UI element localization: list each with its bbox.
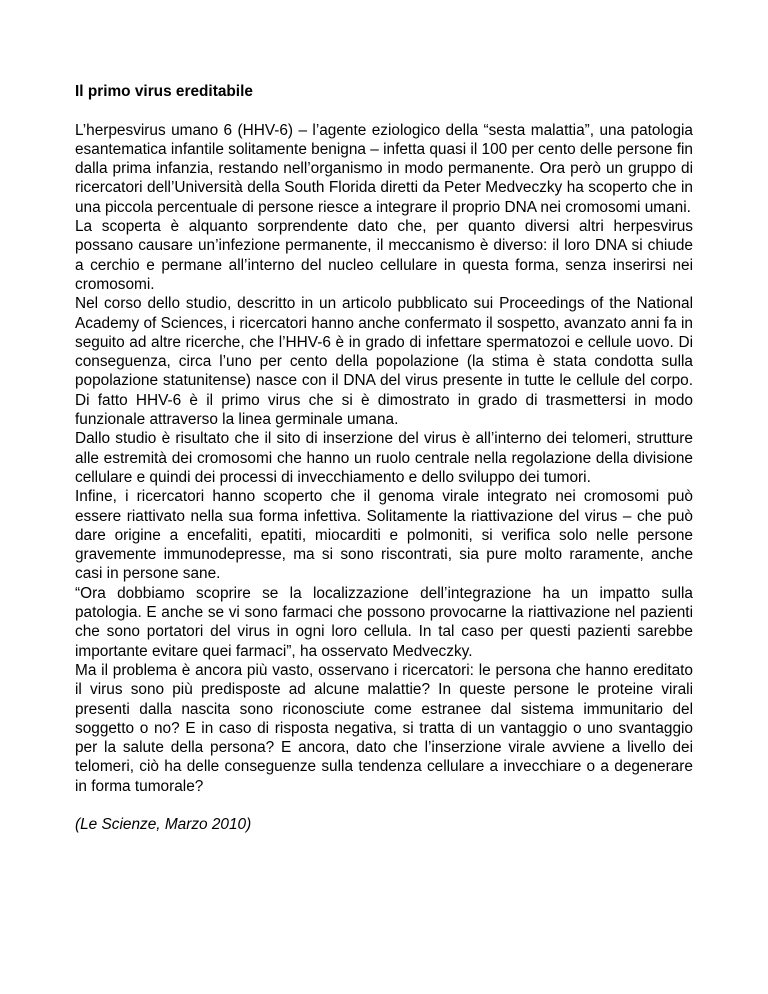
paragraph-1: L’herpesvirus umano 6 (HHV-6) – l’agente eziologico della “sesta malattia”, una patologia esantematica infantile solitamente benigna – infetta quasi il 100 per cento delle persone fin dalla prima infanzia, restando nell’organismo in modo permanente. Ora però un gruppo di ricercatori dell’Università della South Florida diretti da Peter Medveczky ha scoperto che in una piccola percentuale di persone riesce a integrare il proprio DNA nei cromosomi umani. (75, 121, 693, 216)
source-citation: (Le Scienze, Marzo 2010) (75, 816, 252, 834)
document-title: Il primo virus ereditabile (75, 83, 253, 100)
paragraph-7: Ma il problema è ancora più vasto, osservano i ricercatori: le persona che hanno ereditato il virus sono più predisposte ad alcune malattie? In queste persone le proteine virali presenti dalla nascita sono riconosciute come estranee dal sistema immunitario del soggetto o no? E in caso di risposta negativa, si tratta di un vantaggio o uno svantaggio per la salute della persona? E ancora, dato che l’inserzione virale avviene a livello dei telomeri, ciò ha delle conseguenze sulla tendenza cellulare a invecchiare o a degenerare in forma tumorale? (75, 661, 693, 795)
paragraph-2: La scoperta è alquanto sorprendente dato che, per quanto diversi altri herpesvirus possano causare un’infezione permanente, il meccanismo è diverso: il loro DNA si chiude a cerchio e permane all’interno del nucleo cellulare in questa forma, senza inserirsi nei cromosomi. (75, 218, 693, 293)
paragraph-4: Dallo studio è risultato che il sito di inserzione del virus è all’interno dei telomeri, strutture alle estremità dei cromosomi che hanno un ruolo centrale nella regolazione della divisione cellulare e quindi dei processi di invecchiamento e dello sviluppo dei tumori. (75, 430, 693, 486)
document-page (75, 82, 693, 835)
paragraph-3: Nel corso dello studio, descritto in un articolo pubblicato sui Proceedings of the National Academy of Sciences, i ricercatori hanno anche confermato il sospetto, avanzato anni fa in seguito ad altre ricerche, che l’HHV-6 è in grado di infettare spermatozoi e cellule uovo. Di conseguenza, circa l’uno per cento della popolazione (la stima è stata condotta sulla popolazione statunitense) nasce con il DNA del virus presente in tutte le cellule del corpo. Di fatto HHV-6 è il primo virus che si è dimostrato in grado di trasmettersi in modo funzionale attraverso la linea germinale umana. (75, 295, 693, 429)
paragraph-6: “Ora dobbiamo scoprire se la localizzazione dell’integrazione ha un impatto sulla patologia. E anche se vi sono farmaci che possono provocarne la riattivazione nel pazienti che sono portatori del virus in ogni loro cellula. In tal caso per questi pazienti sarebbe importante evitare quei farmaci”, ha osservato Medveczky. (75, 584, 693, 660)
paragraph-5: Infine, i ricercatori hanno scoperto che il genoma virale integrato nei cromosomi può essere riattivato nella sua forma infettiva. Solitamente la riattivazione del virus – che può dare origine a encefaliti, epatiti, miocarditi e polmoniti, si verifica solo nelle persone gravemente immunodepresse, ma si sono riscontrati, sia pure molto raramente, anche casi in persone sane. (75, 488, 693, 583)
